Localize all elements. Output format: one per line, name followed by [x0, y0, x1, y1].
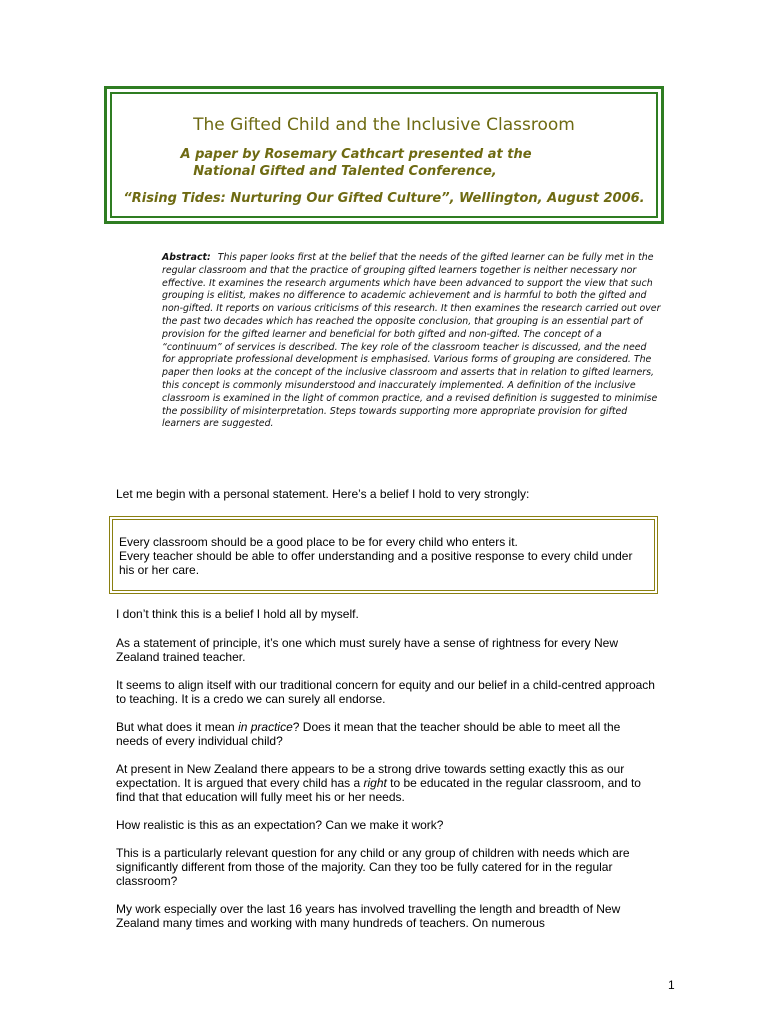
quote-line-1: Every classroom should be a good place to be for every child who enters it.	[119, 535, 518, 549]
page-number: 1	[668, 978, 675, 992]
belief-quote-box	[109, 516, 658, 594]
subtitle-author: A paper by Rosemary Cathcart presented at the	[180, 147, 532, 162]
paragraph-5-part-a: At present in New Zealand there appears to be a strong drive towards setting exactly this as our expectation. It is argued that every child has a	[116, 762, 625, 790]
quote-line-2: Every teacher should be able to offer understanding and a positive response to every child under his or her care.	[119, 549, 633, 577]
paragraph-4	[116, 720, 656, 748]
paragraph-5-part-b: to be educated in the regular classroom, and to find that that education will fully meet his or her needs.	[116, 776, 641, 804]
paragraph-3: It seems to align itself with our traditional concern for equity and our belief in a child-centred approach to teaching. It is a credo we can surely all endorse.	[116, 678, 655, 706]
paragraph-5-emphasis: right	[363, 776, 387, 790]
abstract-label: Abstract:	[162, 252, 211, 263]
intro-paragraph: Let me begin with a personal statement. Here’s a belief I hold to very strongly:	[116, 487, 530, 501]
belief-quote-inner	[112, 519, 655, 591]
subtitle-event: “Rising Tides: Nurturing Our Gifted Culture”, Wellington, August 2006.	[123, 191, 645, 206]
paragraph-4-part-b: ? Does it mean that the teacher should be able to meet all the needs of every individual child?	[116, 720, 621, 748]
title-box-inner	[110, 92, 658, 218]
title-box	[104, 86, 664, 224]
abstract-text: This paper looks first at the belief that the needs of the gifted learner can be fully met in the regular classroom and that the practice of grouping gifted learners together is neither necessary nor effective. It examines the research arguments which have been advanced to support the view that such grouping is elitist, makes no difference to academic achievement and is harmful to both the gifted and non-gifted. It reports on various criticisms of this research. It then examines the research carried out over the past two decades which has reached the opposite conclusion, that grouping is an essential part of provision for the gifted learner and beneficial for both gifted and non-gifted. The concept of a “continuum” of services is described. The key role of the classroom teacher is discussed, and the need for appropriate professional development is emphasised. Various forms of grouping are considered. The paper then looks at the concept of the inclusive classroom and asserts that in relation to gifted learners, this concept is commonly misunderstood and inaccurately implemented. A definition of the inclusive classroom is examined in the light of common practice, and a revised definition is suggested to minimise the possibility of misinterpretation. Steps towards supporting more appropriate provision for gifted learners are suggested.	[162, 252, 661, 430]
paper-title: The Gifted Child and the Inclusive Classroom	[193, 115, 575, 135]
paragraph-2: As a statement of principle, it’s one which must surely have a sense of rightness for every New Zealand trained teacher.	[116, 636, 619, 664]
subtitle-conference: National Gifted and Talented Conference,	[193, 164, 497, 179]
paragraph-7: This is a particularly relevant question for any child or any group of children with needs which are significantly different from those of the majority. Can they too be fully catered for in the regular classroom?	[116, 846, 630, 888]
paragraph-4-emphasis: in practice	[238, 720, 293, 734]
paragraph-4-part-a: But what does it mean	[116, 720, 239, 734]
paragraph-1: I don’t think this is a belief I hold all by myself.	[116, 607, 359, 621]
abstract	[162, 252, 662, 431]
paragraph-8: My work especially over the last 16 years has involved travelling the length and breadth of New Zealand many times and working with many hundreds of teachers. On numerous	[116, 902, 621, 930]
paragraph-6: How realistic is this as an expectation? Can we make it work?	[116, 818, 444, 832]
paragraph-5	[116, 762, 656, 804]
